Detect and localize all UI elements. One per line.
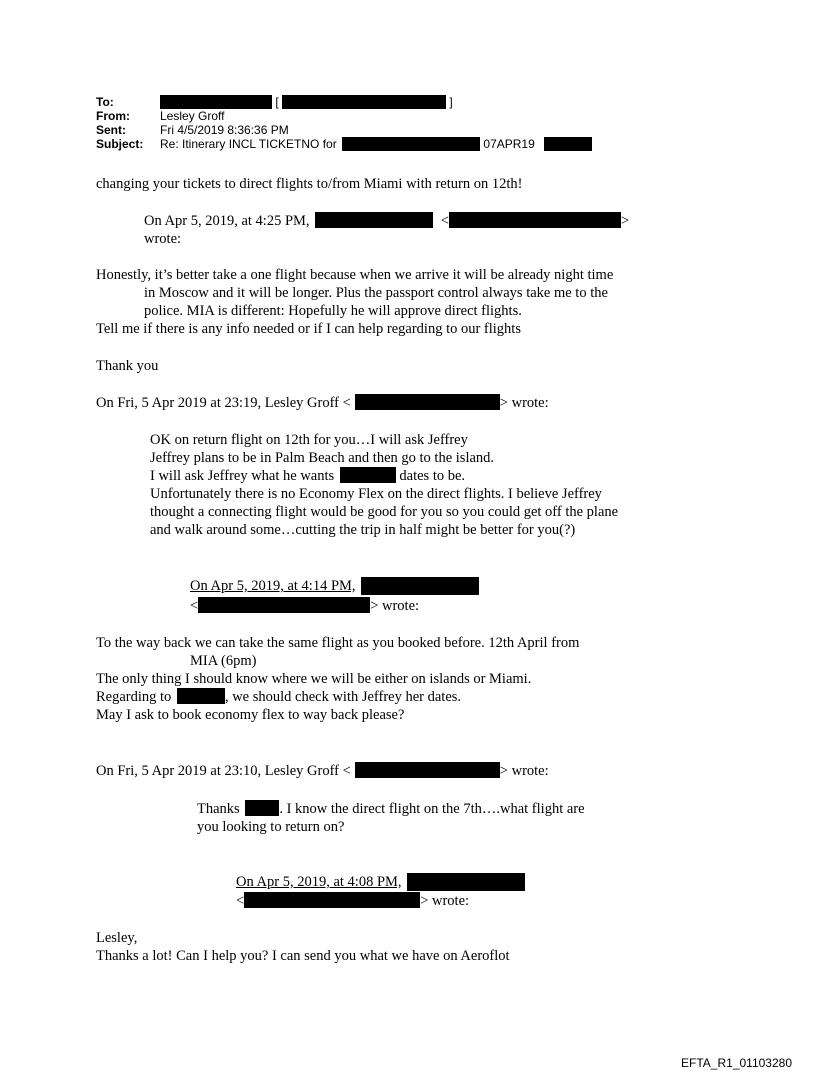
body-line: thought a connecting flight would be good for you so you could get off the plane: [150, 504, 619, 520]
body-line: Thank you: [96, 358, 159, 374]
sent-label: Sent:: [96, 123, 126, 137]
quote-wrote: < > wrote:: [236, 893, 470, 909]
body-line: I will ask Jeffrey what he wants dates to be.: [150, 468, 466, 484]
from-label: From:: [96, 109, 130, 123]
to-bracket-open: [: [275, 95, 279, 109]
from-value: Lesley Groff: [160, 109, 225, 123]
body-line: Thanks . I know the direct flight on the 7th….what flight are: [197, 801, 585, 817]
quote-wrote: wrote:: [144, 231, 182, 247]
redaction-block: [355, 762, 500, 778]
body-line: Honestly, it’s better take a one flight because when we arrive it will be already night time: [96, 267, 614, 283]
body-line: Thanks a lot! Can I help you? I can send you what we have on Aeroflot: [96, 948, 510, 964]
subject-label: Subject:: [96, 137, 144, 151]
quote-attribution: On Apr 5, 2019, at 4:25 PM, < >: [144, 213, 630, 229]
quote-attribution: On Fri, 5 Apr 2019 at 23:19, Lesley Groff < > wrote:: [96, 395, 549, 411]
quote-wrote: < > wrote:: [190, 598, 420, 614]
body-line: Jeffrey plans to be in Palm Beach and then go to the island.: [150, 450, 495, 466]
redaction-block: [449, 212, 621, 228]
to-label: To:: [96, 95, 114, 109]
quote-attribution: On Apr 5, 2019, at 4:14 PM,: [190, 577, 479, 595]
redaction-block: [340, 467, 396, 483]
redaction-block: [160, 95, 272, 109]
redaction-block: [342, 137, 480, 151]
body-line: Tell me if there is any info needed or if I can help regarding to our flights: [96, 321, 521, 337]
to-bracket-close: ]: [449, 95, 453, 109]
subject-prefix: Re: Itinerary INCL TICKETNO for: [160, 137, 337, 151]
quote-attribution: On Apr 5, 2019, at 4:08 PM,: [236, 873, 525, 891]
body-line: you looking to return on?: [197, 819, 345, 835]
body-line: Lesley,: [96, 930, 138, 946]
body-line: police. MIA is different: Hopefully he will approve direct flights.: [144, 303, 522, 319]
body-line: To the way back we can take the same flight as you booked before. 12th April from: [96, 635, 580, 651]
quote-attribution: On Fri, 5 Apr 2019 at 23:10, Lesley Groff < > wrote:: [96, 763, 549, 779]
body-line: changing your tickets to direct flights to/from Miami with return on 12th!: [96, 176, 523, 192]
body-line: May I ask to book economy flex to way back please?: [96, 707, 405, 723]
document-id: EFTA_R1_01103280: [681, 1056, 792, 1070]
redaction-block: [177, 688, 225, 704]
redaction-block: [407, 873, 525, 891]
redaction-block: [315, 212, 433, 228]
body-line: The only thing I should know where we will be either on islands or Miami.: [96, 671, 532, 687]
redaction-block: [244, 892, 420, 908]
redaction-block: [245, 800, 279, 816]
body-line: in Moscow and it will be longer. Plus the passport control always take me to the: [144, 285, 608, 301]
body-line: Unfortunately there is no Economy Flex on the direct flights. I believe Jeffrey: [150, 486, 602, 502]
redaction-block: [544, 137, 592, 151]
sent-value: Fri 4/5/2019 8:36:36 PM: [160, 123, 289, 137]
redaction-block: [198, 597, 370, 613]
body-line: and walk around some…cutting the trip in half might be better for you(?): [150, 522, 576, 538]
subject-middle: 07APR19: [483, 137, 535, 151]
body-line: MIA (6pm): [190, 653, 257, 669]
redaction-block: [282, 95, 446, 109]
redaction-block: [361, 577, 479, 595]
body-line: OK on return flight on 12th for you…I will ask Jeffrey: [150, 432, 468, 448]
redaction-block: [355, 394, 500, 410]
body-line: Regarding to , we should check with Jeffrey her dates.: [96, 689, 462, 705]
